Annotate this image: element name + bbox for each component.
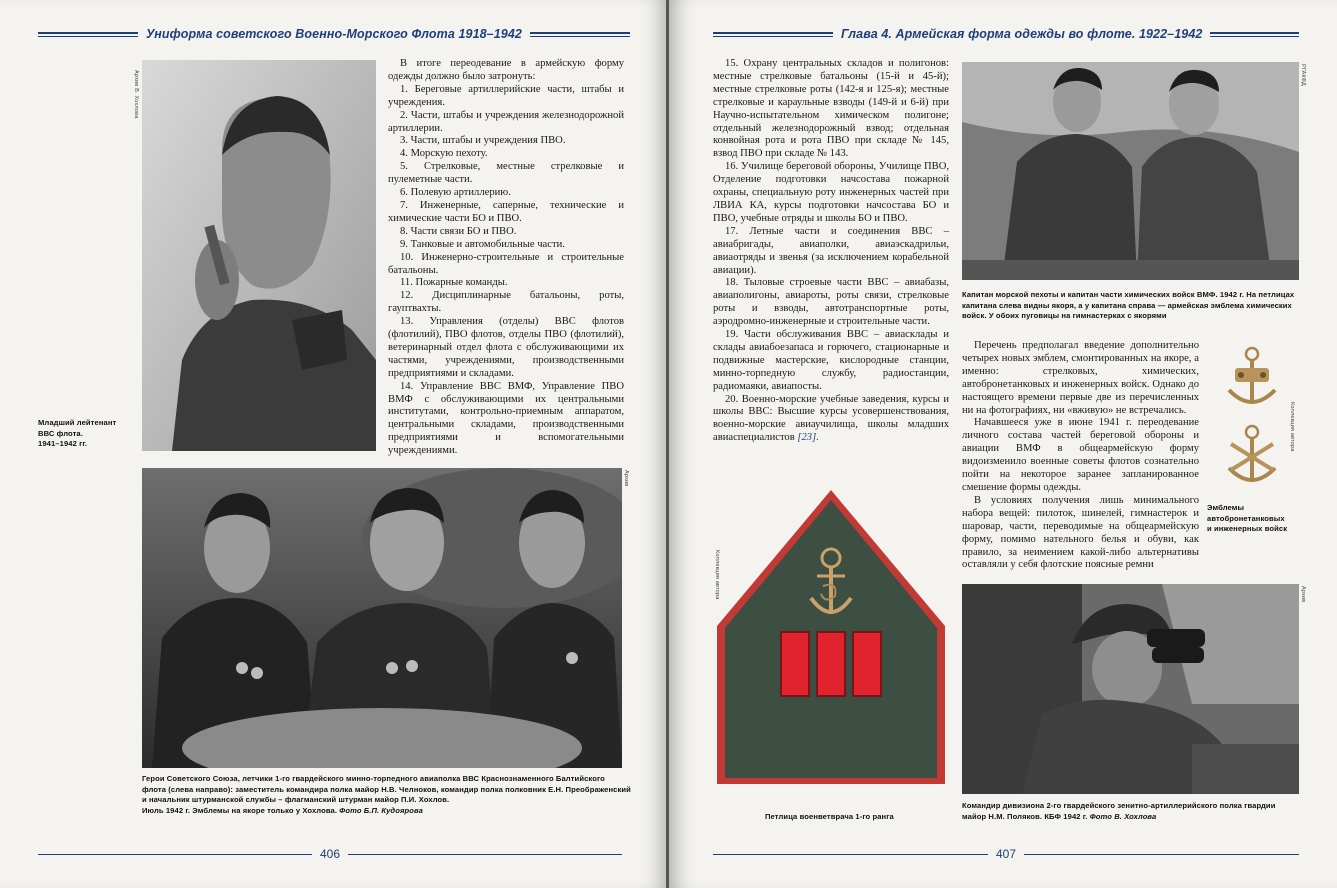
left-text-column — [388, 58, 624, 458]
paragraph: В итоге переодевание в армейскую форму одежды должно было затронуть: — [388, 58, 624, 82]
caption-text: майор Н.М. Поляков. КБФ 1942 г. — [962, 811, 1088, 821]
caption-line: флота (слева направо): заместитель командира полка майор Н.В. Челноков, командир полка полковник Е.Н. Преображенский — [142, 784, 631, 794]
list-item: 8. Части связи БО и ПВО. — [400, 225, 517, 237]
list-item-text: 20. Военно-морские учебные заведения, курсы и школы ВВС: Высшие курсы усовершенствования, военно-морские авиаучилища, школы младших авиаспециалистов — [713, 393, 949, 444]
left-footer — [38, 845, 622, 863]
group-photo-caption — [142, 774, 632, 816]
photo-credit: Архив В. Хохлова — [133, 70, 139, 119]
list-item: 10. Инженерно-строительные и строительные батальоны. — [388, 251, 624, 276]
caption-line: ВВС флота. — [38, 428, 83, 438]
header-rule — [1210, 32, 1299, 37]
paragraph: В условиях получения лишь минимального набора вещей: пилоток, шинелей, гимнастерок и шаровар, части, переводимые на общеармейскую форму, помимо нательного белья и обуви, как правило, за неимением какой-либо альтернативы оставляли у себя флотские поясные ремни — [962, 494, 1199, 571]
photo-credit: Архив — [623, 470, 629, 487]
header-rule — [38, 32, 138, 37]
right-text-column-2 — [962, 340, 1199, 572]
list-item: 13. Управления (отделы) ВВС флотов (флотилий), ПВО флотов, отделы ПВО (флотилий), ветеринарный отдел флота с обслуживающими их частями, учреждениями, производственными предприятиями и складами. — [388, 316, 624, 379]
footer-rule — [1024, 854, 1299, 855]
caption-line: автобронетанковых — [1207, 513, 1285, 523]
photo-two-captains — [962, 62, 1299, 280]
reference-link: [23]. — [797, 432, 819, 444]
caption-line — [962, 812, 1302, 823]
list-item: 18. Тыловые строевые части ВВС – авиабазы, авиаполигоны, авиароты, роты связи, стрелковые роты и взводы, автотранспортные роты, аэродромно-инженерные и строительные части. — [713, 277, 949, 328]
left-header-title: Униформа советского Военно-Морского Флота 1918–1942 — [146, 27, 522, 41]
page-number: 406 — [319, 847, 341, 861]
left-header — [38, 22, 630, 46]
list-item: 6. Полевую артиллерию. — [400, 187, 511, 199]
engineer-emblem-icon — [1229, 426, 1275, 482]
right-text-column-1 — [713, 58, 949, 445]
two-captains-caption — [962, 290, 1302, 322]
caption-line: Эмблемы — [1207, 503, 1245, 512]
portrait-caption — [38, 418, 138, 450]
portrait-photo-lieutenant — [142, 60, 376, 451]
caption-photo-credit: Фото В. Хохлова — [1089, 811, 1157, 821]
header-rule — [713, 32, 833, 37]
caption-text: Июль 1942 г. Эмблемы на якоре только у Хохлова. — [142, 805, 338, 815]
list-item: 15. Охрану центральных складов и полигонов: местные стрелковые батальоны (15-й и 45-й); местные стрелковые роты (142-я и 125-я); местные стрелковые и караульные взводы (149-й и 6-й) при Научно-испытательном химическом полигоне; отдельный железнодорожный взвод; отдельная конвойная рота и рота ПВО при складе № 145, взвод ПВО при складе № 143. — [713, 58, 949, 160]
major-binoculars-caption — [962, 801, 1302, 822]
caption-line: капитана слева видны якоря, а у капитана справа — армейская эмблема химических — [962, 300, 1292, 310]
caption-line — [142, 806, 632, 817]
list-item — [713, 394, 949, 446]
caption-line: и начальник штурманской службы – флагманский штурман майор П.И. Хохлов. — [142, 795, 450, 805]
photo-major-binoculars — [962, 584, 1299, 794]
list-item: 7. Инженерные, саперные, технические и химические части БО и ПВО. — [388, 199, 624, 224]
list-item: 5. Стрелковые, местные стрелковые и пулеметные части. — [388, 161, 624, 186]
caption-line: Командир дивизиона 2-го гвардейского зенитно-артиллерийского полка гвардии — [962, 801, 1276, 810]
left-page — [0, 0, 668, 888]
list-item: 16. Училище береговой обороны, Училище ПВО, Отделение подготовки начсостава пожарной охраны, специальную роту инженерных частей при ЛВИА КА, курсы подготовки начсостава БО и ПВО, учебные отряды и школы БО и ПВО. — [713, 161, 949, 224]
list-item: 19. Части обслуживания ВВС – авиасклады и склады авиабоезапаса и горючего, стационарные и подвижные мастерские, кислородные станции, минно-торпедную службу, радиостанции, радиомаяки, авиапосты. — [713, 329, 949, 392]
right-header-title: Глава 4. Армейская форма одежды во флоте. 1922–1942 — [841, 27, 1203, 41]
photo-credit: Архив — [1300, 586, 1306, 603]
page-number: 407 — [995, 847, 1017, 861]
patch-caption: Петлица военветврача 1-го ранга — [765, 812, 894, 821]
emblem-credit: Коллекция автора — [1289, 402, 1295, 452]
footer-rule — [38, 854, 312, 855]
caption-line: войск. У обоих пуговицы на гимнастерках с якорями — [962, 311, 1167, 321]
right-footer — [713, 845, 1299, 863]
armored-emblem-icon — [1229, 348, 1275, 404]
caption-line: Капитан морской пехоты и капитан части химических войск ВМФ. 1942 г. На петлицах — [962, 290, 1295, 299]
list-item: 17. Летные части и соединения ВВС – авиабригады, авиаполки, авиаэскадрильи, авиаотряды и звенья (за исключением корабельной авиации). — [713, 225, 949, 276]
emblem-caption — [1207, 503, 1299, 535]
collar-patch-illustration — [713, 486, 949, 786]
list-item: 2. Части, штабы и учреждения железнодорожной артиллерии. — [388, 109, 624, 134]
caption-line: Младший лейтенант — [38, 418, 117, 427]
paragraph: Начавшееся уже в июне 1941 г. переодевание личного состава частей береговой обороны и авиации ВМФ в общеармейскую форму видоизменило военные советы флотов сознательно пойти на некоторое заранее запланированное смешение формы одежды. — [962, 417, 1199, 493]
list-item: 3. Части, штабы и учреждения ПВО. — [400, 135, 566, 147]
footer-rule — [713, 854, 988, 855]
list-item: 11. Пожарные команды. — [400, 277, 508, 289]
list-item: 1. Береговые артиллерийские части, штабы и учреждения. — [388, 83, 624, 108]
list-item: 9. Танковые и автомобильные части. — [400, 238, 565, 250]
right-header — [713, 22, 1299, 46]
anchor-emblems — [1217, 342, 1287, 492]
group-photo-pilots — [142, 468, 622, 768]
list-item: 12. Дисциплинарные батальоны, роты, гауптвахты. — [388, 290, 624, 315]
photo-credit: РГАКФД — [1300, 64, 1306, 86]
right-page — [669, 0, 1337, 888]
caption-photo-credit: Фото Б.П. Кудоярова — [339, 805, 423, 815]
caption-line: Герои Советского Союза, летчики 1-го гвардейского минно-торпедного авиаполка ВВС Краснознаменного Балтийского — [142, 774, 605, 783]
paragraph: Перечень предполагал введение дополнительно четырех новых эмблем, смонтированных на якоре, а именно: стрелковых, химических, автобронетанковых и инженерных войск. Однако до настоящего времени первые две из перечисленных ни на фотографиях, ни «вживую» не встречались. — [962, 340, 1199, 416]
header-rule — [530, 32, 630, 37]
list-item: 14. Управление ВВС ВМФ, Управление ПВО ВМФ с обслуживающими их центральными институтами, контрольно-приемным аппаратом, центральными складами, производственными предприятиями и вспомогательными учреждениями. — [388, 380, 624, 457]
patch-credit: Коллекция автора — [714, 550, 720, 600]
caption-line: 1941–1942 гг. — [38, 439, 88, 449]
footer-rule — [348, 854, 622, 855]
caption-line: и инженерных войск — [1207, 524, 1288, 534]
list-item: 4. Морскую пехоту. — [400, 148, 488, 160]
